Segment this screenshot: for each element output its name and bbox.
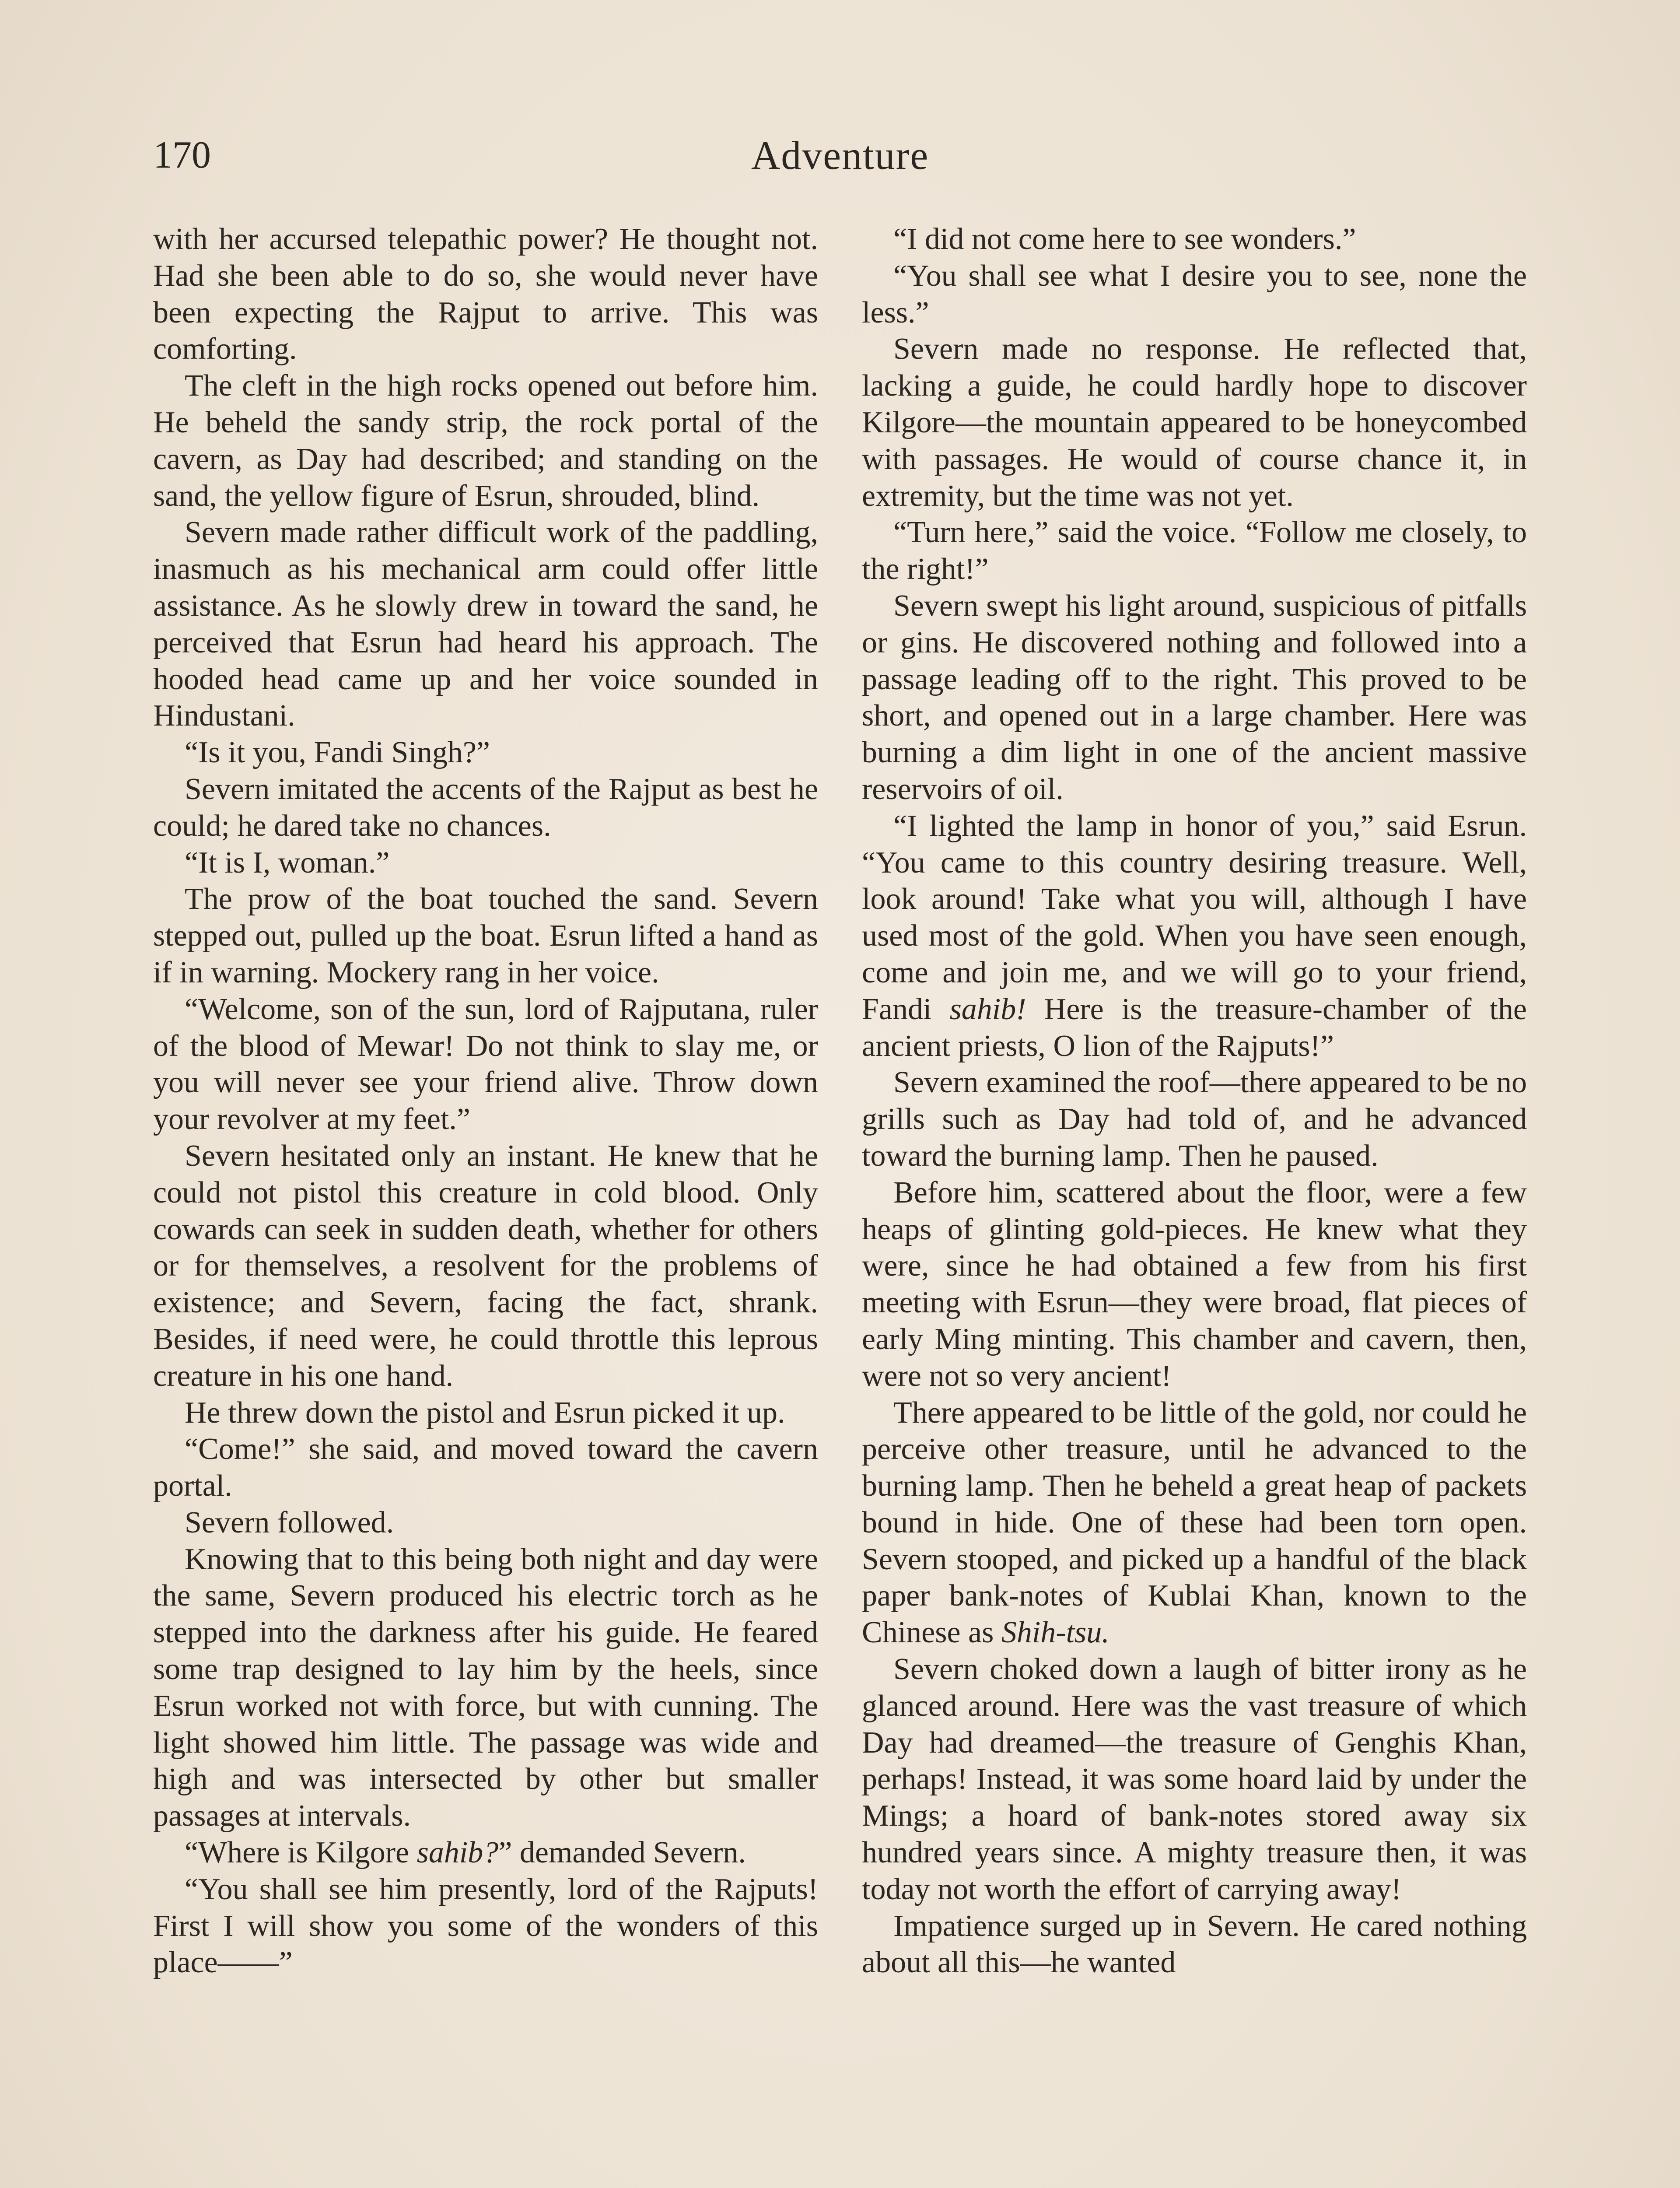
paragraph: The cleft in the high rocks opened out before him. He beheld the sandy strip, the rock portal of the cavern, as Day had described; and standing on the sand, the yellow figure of Esrun, shrouded, blind. <box>153 369 818 513</box>
paragraph: Severn choked down a laugh of bitter irony as he glanced around. Here was the vast treasure of which Day had dreamed—the treasure of Genghis Khan, perhaps! Instead, it was some hoard laid by under the Mings; a hoard of bank-notes stored away six hundred years since. A mighty treasure then, it was today not worth the effort of carrying away! <box>862 1652 1527 1906</box>
page-header <box>153 131 1527 184</box>
left-column <box>153 221 818 1981</box>
paragraph: “You shall see him presently, lord of the Rajputs! First I will show you some of the wonders of this place——” <box>153 1872 818 1980</box>
paragraph: “Turn here,” said the voice. “Follow me closely, to the right!” <box>862 515 1527 586</box>
italic-text: sahib? <box>416 1836 499 1870</box>
paragraph: “Come!” she said, and moved toward the cavern portal. <box>153 1432 818 1503</box>
text-run: Here is the treasure-chamber of the ancient priests, O lion of the Rajputs!” <box>862 992 1527 1063</box>
italic-text: sahib! <box>949 992 1026 1026</box>
running-title: Adventure <box>751 133 929 178</box>
italic-text: Shih-tsu. <box>1001 1616 1110 1650</box>
paragraph: Severn made no response. He reflected that, lacking a guide, he could hardly hope to discover Kilgore—the mountain appeared to be honeycombed with passages. He would of course chance it, in extremity, but the time was not yet. <box>862 332 1527 513</box>
paragraph <box>153 1834 818 1871</box>
paragraph: Severn swept his light around, suspicious of pitfalls or gins. He discovered nothing and followed into a passage leading off to the right. This proved to be short, and opened out in a large chamber. Here was burning a dim light in one of the ancient massive reservoirs of oil. <box>862 589 1527 806</box>
paragraph: Severn followed. <box>185 1505 394 1539</box>
paragraph <box>862 1395 1527 1652</box>
paragraph: Severn made rather difficult work of the paddling, inasmuch as his mechanical arm could offer little assistance. As he slowly drew in toward the sand, he perceived that Esrun had heard his approach. The hooded head came up and her voice sounded in Hindustani. <box>153 515 818 733</box>
paragraph: Severn hesitated only an instant. He knew that he could not pistol this creature in cold blood. Only cowards can seek in sudden death, whether for others or for themselves, a resolvent for the problems of existence; and Severn, facing the fact, shrank. Besides, if need were, he could throttle this leprous creature in his one hand. <box>153 1139 818 1393</box>
paragraph: with her accursed telepathic power? He thought not. Had she been able to do so, she would never have been expecting the Rajput to arrive. This was comforting. <box>153 222 818 366</box>
text-run: There appeared to be little of the gold, nor could he perceive other treasure, until he advanced to the burning lamp. Then he beheld a great heap of packets bound in hide. One of these had been torn open. Severn stooped, and picked up a handful of the black paper bank-notes of Kublai Khan, known to the Chinese as <box>862 1396 1527 1650</box>
right-column <box>862 221 1527 1981</box>
paragraph: Severn examined the roof—there appeared to be no grills such as Day had told of, and he advanced toward the burning lamp. Then he paused. <box>862 1066 1527 1173</box>
page-number: 170 <box>153 134 211 176</box>
paragraph: Severn imitated the accents of the Rajput as best he could; he dared take no chances. <box>153 772 818 843</box>
paragraph: “It is I, woman.” <box>185 845 390 880</box>
paragraph: “Welcome, son of the sun, lord of Rajputana, ruler of the blood of Mewar! Do not think to slay me, or you will never see your friend alive. Throw down your revolver at my feet.” <box>153 992 818 1136</box>
paragraph: “Is it you, Fandi Singh?” <box>185 736 490 770</box>
paragraph: “You shall see what I desire you to see, none the less.” <box>862 259 1527 330</box>
paragraph: “I did not come here to see wonders.” <box>893 222 1356 256</box>
paragraph: The prow of the boat touched the sand. Severn stepped out, pulled up the boat. Esrun lifted a hand as if in warning. Mockery rang in her voice. <box>153 882 818 989</box>
text-run: “Where is Kilgore <box>185 1836 417 1870</box>
paragraph: Knowing that to this being both night and day were the same, Severn produced his electric torch as he stepped into the darkness after his guide. He feared some trap designed to lay him by the heels, since Esrun worked not with force, but with cunning. The light showed him little. The passage was wide and high and was intersected by other but smaller passages at intervals. <box>153 1542 818 1833</box>
text-run: ” demanded Severn. <box>498 1836 746 1870</box>
paragraph: He threw down the pistol and Esrun picked it up. <box>185 1396 785 1430</box>
paragraph <box>862 808 1527 1065</box>
paragraph: Impatience surged up in Severn. He cared nothing about all this—he wanted <box>862 1909 1527 1980</box>
paragraph: Before him, scattered about the floor, were a few heaps of glinting gold-pieces. He knew what they were, since he had obtained a few from his first meeting with Esrun—they were broad, flat pieces of early Ming minting. This chamber and cavern, then, were not so very ancient! <box>862 1175 1527 1393</box>
text-run: “I lighted the lamp in honor of you,” said Esrun. “You came to this country desiring treasure. Well, look around! Take what you will, although I have used most of the gold. When you have seen enough, come and join me, and we will go to your friend, Fandi <box>862 809 1527 1026</box>
